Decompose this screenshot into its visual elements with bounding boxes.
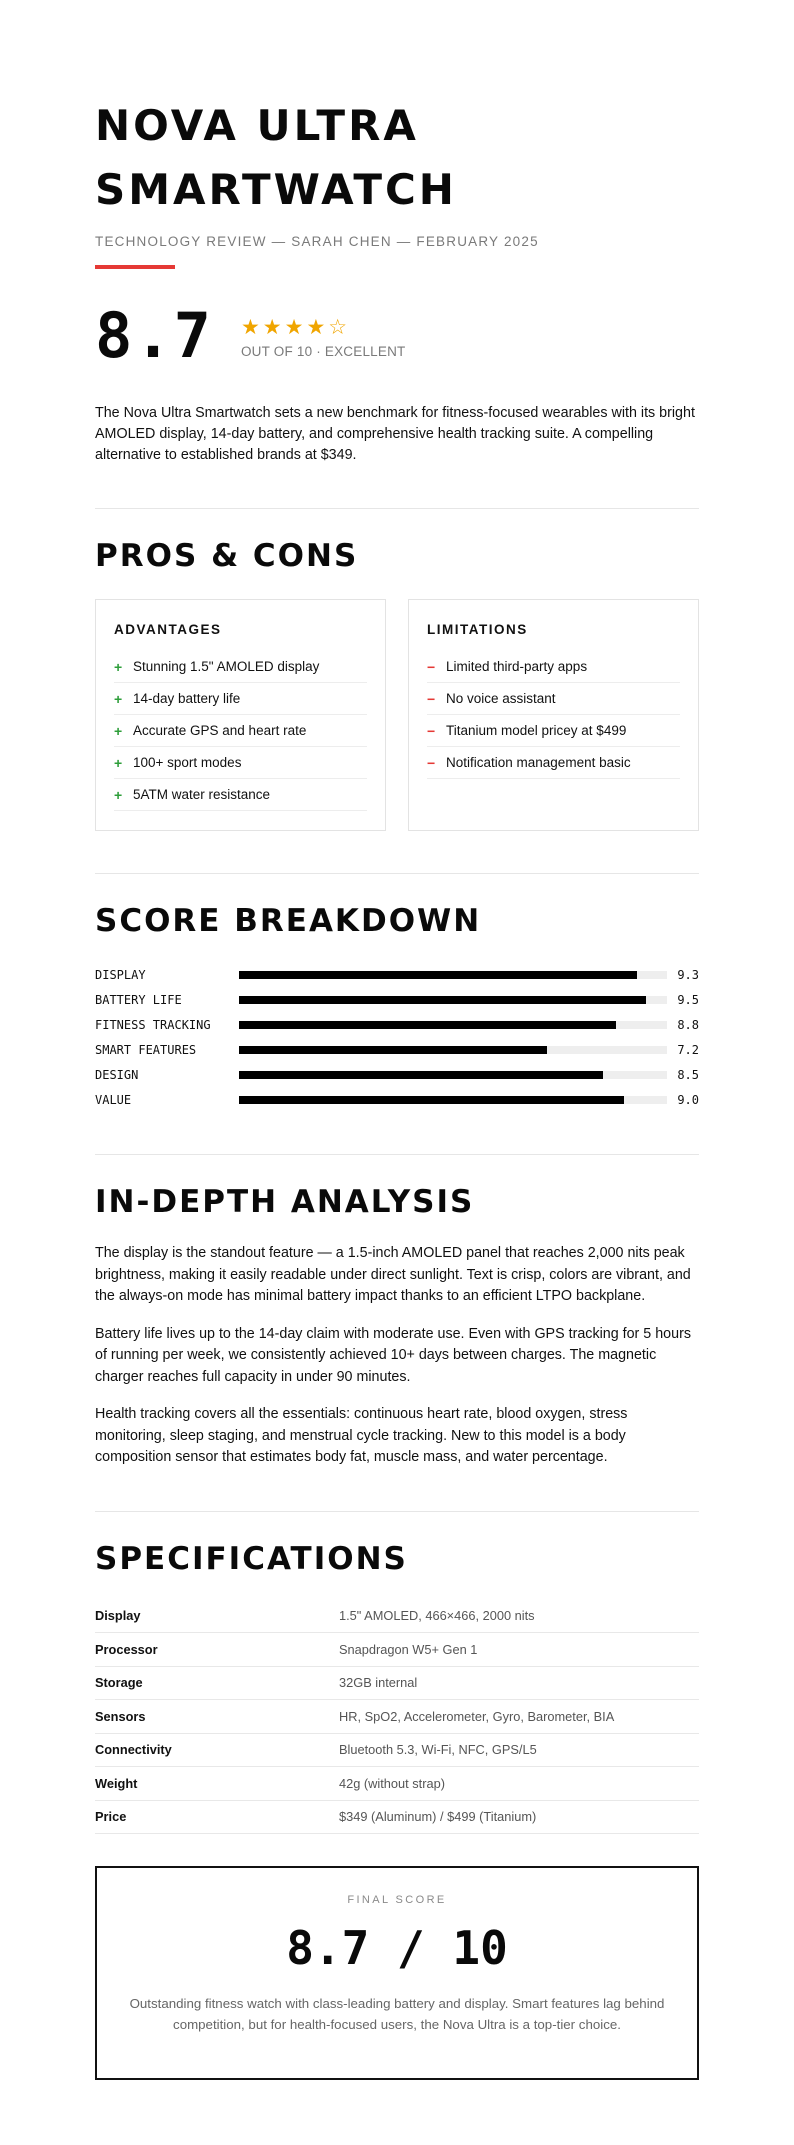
score-label: SMART FEATURES — [95, 1042, 197, 1057]
score-value: 9.3 — [677, 967, 699, 982]
spec-value: Snapdragon W5+ Gen 1 — [339, 1641, 478, 1657]
section-divider — [95, 1511, 699, 1512]
spec-row — [95, 1633, 699, 1667]
rating-caption: OUT OF 10 · EXCELLENT — [240, 343, 406, 359]
pros-heading: ADVANTAGES — [114, 622, 222, 637]
final-score-value: 8.7 / 10 — [286, 1921, 508, 1975]
byline: TECHNOLOGY REVIEW — SARAH CHEN — FEBRUARY 2025 — [95, 234, 539, 249]
spec-row — [95, 1667, 699, 1701]
pro-item — [114, 747, 367, 779]
pros-cons-section — [95, 537, 699, 831]
spec-key: Connectivity — [95, 1742, 172, 1758]
spec-key: Storage — [95, 1675, 143, 1691]
score-row-battery-life — [95, 987, 699, 1012]
spec-row — [95, 1767, 699, 1801]
spec-value: HR, SpO2, Accelerometer, Gyro, Barometer, BIA — [339, 1708, 615, 1724]
specifications-section — [95, 1540, 699, 1835]
spec-row — [95, 1600, 699, 1634]
minus-icon: − — [427, 754, 436, 771]
pros-list — [114, 651, 367, 811]
analysis-paragraph: Health tracking covers all the essentials: continuous heart rate, blood oxygen, stress monitoring, sleep staging, and menstrual cycle tracking. New to this model is a body composition sensor that estimates body fat, muscle mass, and water percentage. — [95, 1406, 628, 1465]
score-bar-fill — [239, 1071, 603, 1079]
spec-key: Display — [95, 1608, 141, 1624]
score-bar-fill — [239, 1021, 616, 1029]
cons-heading: LIMITATIONS — [427, 622, 528, 637]
list-item-text: 5ATM water resistance — [133, 787, 271, 802]
cons-card — [408, 599, 699, 831]
score-value: 9.0 — [677, 1092, 699, 1107]
plus-icon: + — [114, 658, 123, 675]
score-bar-fill — [239, 1046, 548, 1054]
list-item-text: 14-day battery life — [133, 691, 241, 706]
score-label: FITNESS TRACKING — [95, 1017, 211, 1032]
spec-value: 32GB internal — [339, 1675, 418, 1691]
list-item-text: Notification management basic — [446, 755, 631, 770]
section-divider — [95, 508, 699, 509]
con-item — [427, 651, 680, 683]
star-rating-icon: ★★★★☆ — [240, 314, 351, 339]
section-title-specs: SPECIFICATIONS — [95, 1540, 408, 1577]
spec-value: Bluetooth 5.3, Wi-Fi, NFC, GPS/L5 — [339, 1742, 537, 1758]
analysis-paragraph: The display is the standout feature — a 1.5-inch AMOLED panel that reaches 2,000 nits peak brightness, making it easily readable under direct sunlight. Text is crisp, colors are vibrant, and the always-on mode has minimal battery impact thanks to an efficient LTPO backplane. — [95, 1245, 691, 1304]
spec-key: Price — [95, 1809, 127, 1825]
spec-row — [95, 1700, 699, 1734]
spec-key: Weight — [95, 1775, 138, 1791]
title-line-2: SMARTWATCH — [95, 165, 457, 214]
list-item-text: 100+ sport modes — [133, 755, 242, 770]
pro-item — [114, 715, 367, 747]
spec-row — [95, 1801, 699, 1835]
title-line-1: NOVA ULTRA — [95, 101, 419, 150]
pros-cons-grid — [95, 599, 699, 831]
rating-summary — [95, 299, 699, 372]
score-bar-fill — [239, 996, 646, 1004]
specs-table — [95, 1600, 699, 1835]
spec-value: 1.5" AMOLED, 466×466, 2000 nits — [339, 1608, 535, 1624]
spec-value: $349 (Aluminum) / $499 (Titanium) — [339, 1809, 537, 1825]
pro-item — [114, 651, 367, 683]
score-row-fitness-tracking — [95, 1012, 699, 1037]
list-item-text: Accurate GPS and heart rate — [133, 723, 307, 738]
section-divider — [95, 1154, 699, 1155]
plus-icon: + — [114, 786, 123, 803]
section-title-breakdown: SCORE BREAKDOWN — [95, 903, 482, 939]
score-bar-fill — [239, 971, 637, 979]
score-row-design — [95, 1062, 699, 1087]
spec-value: 42g (without strap) — [339, 1775, 445, 1791]
pros-card — [95, 599, 386, 831]
score-bar-track — [239, 1021, 667, 1029]
list-item-text: Limited third-party apps — [446, 659, 588, 674]
analysis-paragraph: Battery life lives up to the 14-day claim with moderate use. Even with GPS tracking for 5 hours of running per week, we consistently achieved 10+ days between charges. The magnetic charger reaches full capacity in under 90 minutes. — [95, 1325, 691, 1385]
score-bar-track — [239, 996, 667, 1004]
score-row-smart-features — [95, 1037, 699, 1062]
pro-item — [114, 779, 367, 811]
spec-key: Processor — [95, 1641, 158, 1657]
score-breakdown-list — [95, 962, 699, 1112]
page-title — [95, 94, 699, 222]
accent-divider — [95, 265, 175, 269]
section-divider — [95, 873, 699, 874]
minus-icon: − — [427, 722, 436, 739]
score-bar-track — [239, 1071, 667, 1079]
cons-list — [427, 651, 680, 779]
list-item-text: No voice assistant — [446, 691, 556, 706]
plus-icon: + — [114, 722, 123, 739]
score-value: 7.2 — [677, 1042, 699, 1057]
final-summary: Outstanding fitness watch with class-leading battery and display. Smart features lag behind competition, but for health-focused users, the Nova Ultra is a top-tier choice. — [129, 1996, 665, 2032]
score-label: VALUE — [95, 1092, 132, 1107]
score-row-value — [95, 1087, 699, 1112]
intro-paragraph: The Nova Ultra Smartwatch sets a new benchmark for fitness-focused wearables with its bright AMOLED display, 14-day battery, and comprehensive health tracking suite. A compelling alternative to established brands at $349. — [95, 405, 695, 463]
con-item — [427, 715, 680, 747]
analysis-body — [95, 1243, 699, 1469]
plus-icon: + — [114, 690, 123, 707]
con-item — [427, 683, 680, 715]
score-bar-track — [239, 971, 667, 979]
minus-icon: − — [427, 690, 436, 707]
overall-score: 8.7 — [95, 299, 213, 372]
score-breakdown-section — [95, 902, 699, 1112]
score-row-display — [95, 962, 699, 987]
final-score-label: FINAL SCORE — [347, 1894, 447, 1906]
minus-icon: − — [427, 658, 436, 675]
score-label: DISPLAY — [95, 967, 146, 982]
rating-meta — [241, 314, 406, 359]
con-item — [427, 747, 680, 779]
review-header — [95, 94, 699, 269]
final-score-box — [95, 1866, 699, 2080]
score-label: BATTERY LIFE — [95, 992, 182, 1007]
score-value: 9.5 — [677, 992, 699, 1007]
score-bar-track — [239, 1096, 667, 1104]
score-value: 8.8 — [677, 1017, 699, 1032]
section-title-analysis: IN-DEPTH ANALYSIS — [95, 1184, 475, 1220]
score-bar-fill — [239, 1096, 625, 1104]
analysis-section — [95, 1183, 699, 1469]
list-item-text: Titanium model pricey at $499 — [446, 723, 627, 738]
list-item-text: Stunning 1.5" AMOLED display — [133, 659, 320, 674]
score-value: 8.5 — [677, 1067, 699, 1082]
section-title-pros-cons: PROS & CONS — [95, 538, 359, 574]
spec-key: Sensors — [95, 1708, 146, 1724]
score-bar-track — [239, 1046, 667, 1054]
pro-item — [114, 683, 367, 715]
score-label: DESIGN — [95, 1067, 139, 1082]
spec-row — [95, 1734, 699, 1768]
plus-icon: + — [114, 754, 123, 771]
